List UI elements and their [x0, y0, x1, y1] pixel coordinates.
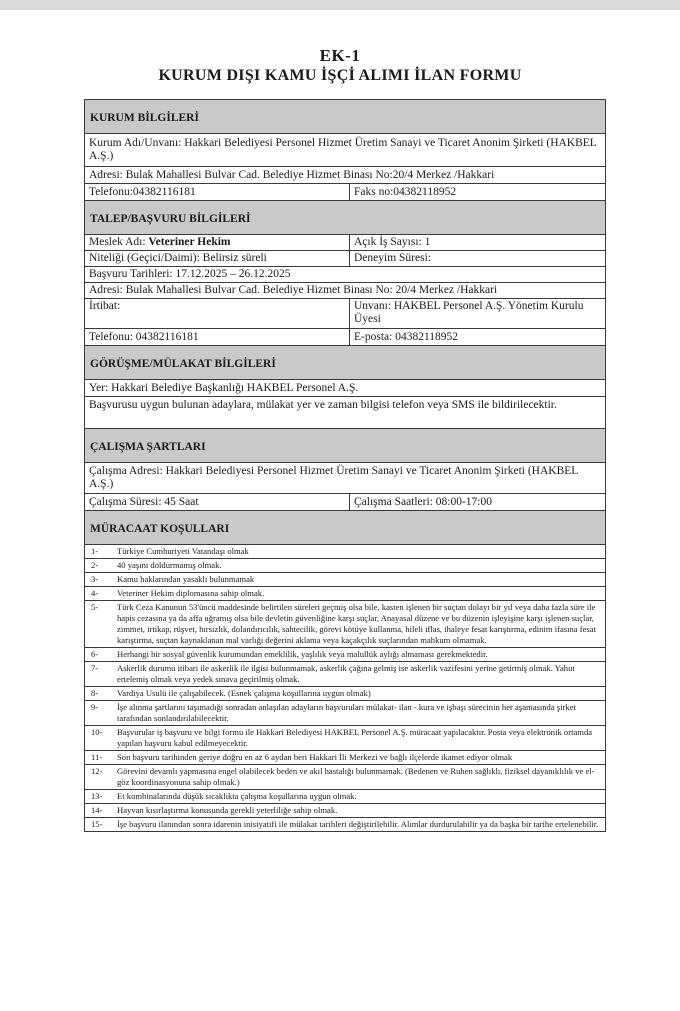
condition-item — [85, 726, 605, 751]
condition-number: 9- — [91, 702, 99, 712]
acik-is-sayisi: Açık İş Sayısı: 1 — [349, 235, 605, 250]
muracaat-heading: MÜRACAAT KOŞULLARI — [85, 511, 605, 545]
meslek-label: Meslek Adı: — [89, 236, 149, 248]
condition-number: 10- — [91, 727, 103, 737]
calisma-heading: ÇALIŞMA ŞARTLARI — [85, 429, 605, 463]
condition-number: 11- — [91, 752, 103, 762]
condition-item — [85, 559, 605, 573]
kurum-adres: Adresi: Bulak Mahallesi Bulvar Cad. Belediye Hizmet Binası No:20/4 Merkez /Hakkari — [89, 169, 495, 181]
condition-text: 40 yaşını doldurmamış olmak. — [117, 560, 222, 570]
irtibat: İrtibat: — [89, 300, 121, 312]
condition-text: Herhangi bir sosyal güvenlik kurumundan emeklilik, yaşlılık veya malullük aylığı almaması gerekmektedir. — [117, 649, 488, 659]
condition-text: Başvurular iş başvuru ve bilgi formu ile Hakkari Belediyesi HAKBEL Personel A.Ş. müracaat yapılacaktır. Posta veya elektronik ortamda yapılan başvuru kabul edilmeyecektir. — [117, 727, 593, 748]
condition-item — [85, 573, 605, 587]
meslek-value: Veteriner Hekim — [148, 236, 231, 248]
condition-item — [85, 687, 605, 701]
condition-number: 3- — [91, 574, 99, 584]
talep-eposta: E-posta: 04382118952 — [349, 329, 605, 345]
condition-item — [85, 648, 605, 662]
calisma-section — [84, 428, 606, 510]
condition-text: Son başvuru tarihinden geriye doğru en az 6 aydan beri Hakkari İli Merkezi ve bağlı ilçelerde ikamet ediyor olmak — [117, 752, 513, 762]
irtibat-unvani: Unvanı: HAKBEL Personel A.Ş. Yönetim Kurulu Üyesi — [349, 299, 605, 328]
condition-number: 4- — [91, 588, 99, 598]
condition-item — [85, 662, 605, 687]
condition-text: Görevini devamlı yapmasına engel olabilecek beden ve akıl hastalığı bulunmamak. (Bedenen ve Ruhen sağlıklı, fiziksel dayanıklılık ve el-göz koordinasyonuna sahip olmak.) — [117, 766, 595, 787]
condition-number: 13- — [91, 791, 103, 801]
form-sheet — [84, 99, 606, 832]
muracaat-list — [85, 545, 605, 831]
calisma-adresi: Çalışma Adresi: Hakkari Belediyesi Personel Hizmet Üretim Sanayi ve Ticaret Anonim Şirketi (HAKBEL A.Ş.) — [89, 465, 578, 490]
condition-number: 8- — [91, 688, 99, 698]
calisma-saatleri: Çalışma Saatleri: 08:00-17:00 — [349, 494, 605, 510]
condition-item — [85, 701, 605, 726]
kurum-telefon: Telefonu:04382116181 — [89, 186, 196, 198]
condition-text: Askerlik durumu itibari ile askerlik ile ilgisi bulunmamak, askerlik çağına gelmiş ise askerlik vazifesini yerine getirmiş olmak. Yahut ertelemiş olmak veya yedek sınava geçirilmiş olmak. — [117, 663, 575, 684]
muracaat-section — [84, 510, 606, 832]
gorusme-yer: Yer: Hakkari Belediye Başkanlığı HAKBEL Personel A.Ş. — [89, 382, 359, 394]
form-annex-label: EK-1 — [319, 46, 361, 65]
kurum-section — [84, 99, 606, 200]
condition-text: İşe başvuru ilanından sonra idarenin inisiyatifi ile mülakat tarihleri değiştirilebilir. Alımlar durdurulabilir ya da başka bir tarihe ertelenebilir. — [117, 819, 599, 829]
condition-number: 12- — [91, 766, 103, 776]
gorusme-heading: GÖRÜŞME/MÜLAKAT BİLGİLERİ — [85, 346, 605, 380]
meslek-adi — [85, 235, 349, 250]
condition-text: Vardiya Usulü ile çalışabilecek. (Esnek çalışma koşullarına uygun olmak) — [117, 688, 371, 698]
kurum-adi: Kurum Adı/Unvanı: Hakkari Belediyesi Personel Hizmet Üretim Sanayi ve Ticaret Anonim Şirketi (HAKBEL A.Ş.) — [89, 137, 597, 162]
condition-text: Türkiye Cumhuriyeti Vatandaşı olmak — [117, 546, 249, 556]
condition-number: 5- — [91, 602, 99, 612]
talep-adres: Adresi: Bulak Mahallesi Bulvar Cad. Belediye Hizmet Binası No: 20/4 Merkez /Hakkari — [89, 284, 498, 296]
basvuru-tarihleri: Başvuru Tarihleri: 17.12.2025 – 26.12.2025 — [89, 268, 291, 280]
condition-number: 14- — [91, 805, 103, 815]
condition-item — [85, 751, 605, 765]
condition-item — [85, 601, 605, 648]
condition-text: İşe alınma şartlarını taşımadığı sonradan anlaşılan adayların başvuruları mülakat- ilan - kura ve işbaşı sürecinin her aşamasında şirket tarafından sonlandırılabilecektir. — [117, 702, 576, 723]
niteligi: Niteliği (Geçici/Daimi): Belirsiz süreli — [89, 252, 267, 264]
deneyim-suresi: Deneyim Süresi: — [349, 251, 605, 266]
calisma-suresi: Çalışma Süresi: 45 Saat — [89, 496, 199, 508]
condition-item — [85, 804, 605, 818]
condition-text: Türk Ceza Kanunun 53'üncü maddesinde belirtilen süreleri geçmiş olsa bile, kasten işlenen bir suçtan dolayı bir yıl veya daha fazla süre ile hapis cezasına ya da affa uğramış olsa bile devletin güvenliğine karşı suçlar, Anayasal düzene ve bu düzenin işleyişine karşı işlenen suçlar, zimmet, irtikap, rüşvet, hırsızlık, dolandırıcılık, sahtecilik, görevi kötüye kullanma, hileli iflas, ihaleye fesat karıştırma, edinim ifasına fesat karıştırma, suçtan kaynaklanan mal varlığı değerini aklama veya kaçakçılık suçlarından mahkum olmamak. — [117, 602, 596, 645]
condition-text: Kamu haklarından yasaklı bulunmamak — [117, 574, 255, 584]
gorusme-aciklama: Başvurusu uygun bulunan adaylara, mülakat yer ve zaman bilgisi telefon veya SMS ile bildirilecektir. — [89, 399, 557, 411]
form-title: KURUM DIŞI KAMU İŞÇİ ALIMI İLAN FORMU — [158, 67, 522, 84]
condition-item — [85, 765, 605, 790]
kurum-heading: KURUM BİLGİLERİ — [85, 100, 605, 134]
condition-number: 15- — [91, 819, 103, 829]
gorusme-section — [84, 345, 606, 428]
condition-text: Veteriner Hekim diplomasına sahip olmak. — [117, 588, 265, 598]
condition-number: 2- — [91, 560, 99, 570]
kurum-faks: Faks no:04382118952 — [349, 184, 605, 200]
condition-number: 6- — [91, 649, 99, 659]
condition-text: Hayvan kısırlaştırma konusunda gerekli yeterliliğe sahip olmak. — [117, 805, 338, 815]
talep-heading: TALEP/BAŞVURU BİLGİLERİ — [85, 201, 605, 235]
condition-item — [85, 545, 605, 559]
condition-item — [85, 790, 605, 804]
condition-number: 1- — [91, 546, 99, 556]
talep-telefon: Telefonu: 04382116181 — [89, 331, 199, 343]
condition-text: Et kombinalarında düşük sıcaklıkta çalışma koşullarına uygun olmak. — [117, 791, 357, 801]
talep-section — [84, 200, 606, 345]
top-strip — [0, 0, 680, 10]
condition-number: 7- — [91, 663, 99, 673]
condition-item — [85, 818, 605, 831]
condition-item — [85, 587, 605, 601]
